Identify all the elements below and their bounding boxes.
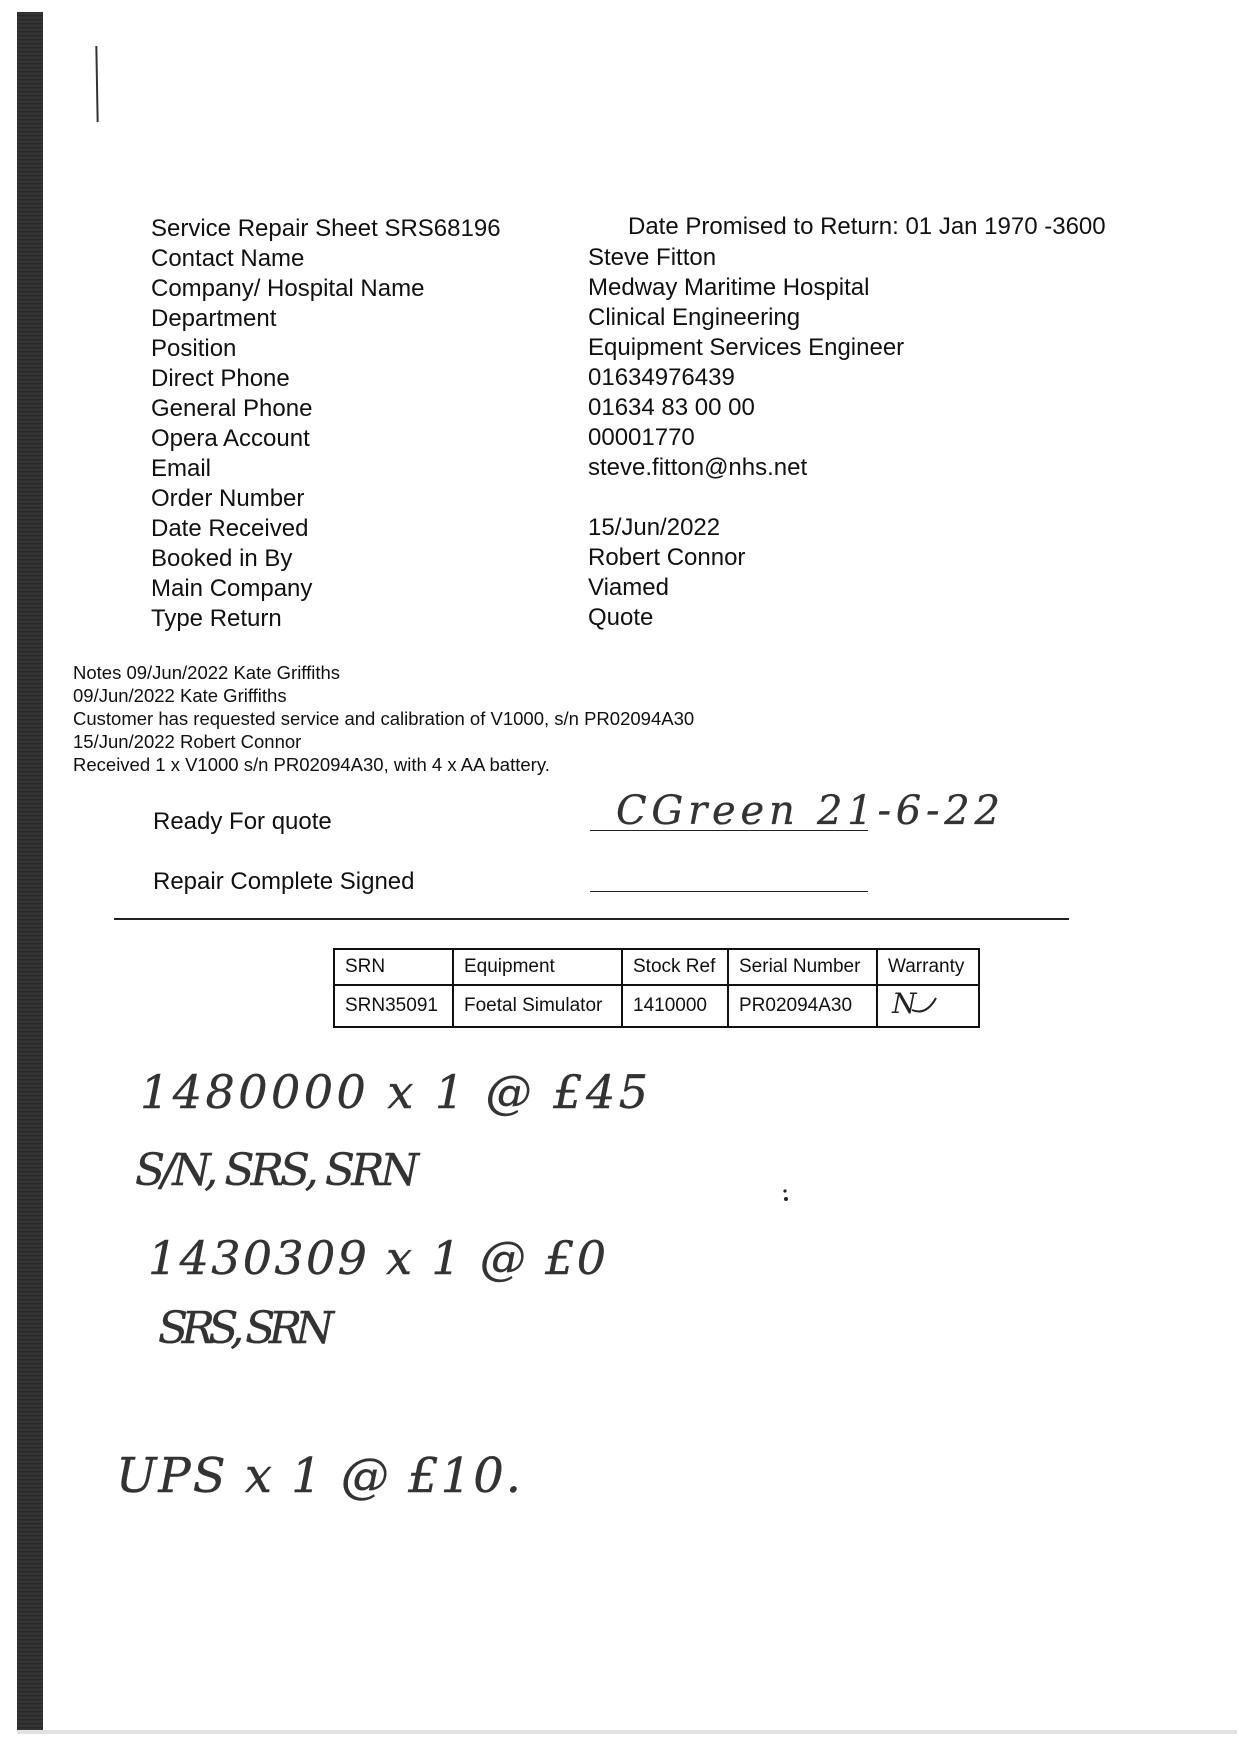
ready-signature-text: CGreen 21-6-22	[616, 788, 1000, 834]
table-cell: PR02094A30	[728, 985, 877, 1027]
column-header: Stock Ref	[622, 949, 728, 985]
warranty-handwritten: N	[892, 987, 917, 1020]
ready-for-quote-label: Ready For quote	[153, 808, 332, 835]
handwritten-note-text: S/N, SRS, SRN	[135, 1145, 419, 1196]
note-line: Notes 09/Jun/2022 Kate Griffiths	[73, 662, 341, 683]
warranty-cell	[877, 985, 979, 1027]
equipment-table	[333, 948, 980, 1028]
field-label: Email	[151, 455, 212, 482]
field-value: 15/Jun/2022	[588, 514, 721, 541]
handwritten-note-text: 1430309 x 1 @ £0	[148, 1231, 606, 1285]
column-header: Serial Number	[728, 949, 877, 985]
field-value: Robert Connor	[588, 544, 746, 571]
field-label: Position	[151, 335, 237, 362]
stray-pen-mark	[780, 1188, 792, 1209]
date-promised: Date Promised to Return: 01 Jan 1970 -3600	[628, 213, 1106, 240]
handwritten-note	[140, 1062, 660, 1127]
field-label: Contact Name	[151, 245, 305, 272]
field-value: 00001770	[588, 424, 695, 451]
field-value: Viamed	[588, 574, 669, 601]
field-label: Type Return	[151, 605, 282, 632]
field-value: Equipment Services Engineer	[588, 334, 905, 361]
scan-bottom-edge	[17, 1730, 1237, 1734]
field-label: Company/ Hospital Name	[151, 275, 425, 302]
field-label: Order Number	[151, 485, 305, 512]
field-label: Direct Phone	[151, 365, 290, 392]
field-value: steve.fitton@nhs.net	[588, 454, 808, 481]
note-line: Customer has requested service and calibration of V1000, s/n PR02094A30	[73, 708, 695, 729]
scan-edge-shadow	[17, 12, 43, 1732]
field-value: Clinical Engineering	[588, 304, 801, 331]
column-header: Equipment	[453, 949, 622, 985]
field-label: Main Company	[151, 575, 313, 602]
table-header-row	[334, 949, 979, 985]
note-line: 09/Jun/2022 Kate Griffiths	[73, 685, 287, 706]
handwritten-note	[135, 1140, 435, 1205]
field-value: 01634976439	[588, 364, 735, 391]
table-row	[334, 985, 979, 1027]
column-header: SRN	[334, 949, 453, 985]
repair-complete-label: Repair Complete Signed	[153, 868, 415, 895]
field-label: Booked in By	[151, 545, 293, 572]
field-value: Medway Maritime Hospital	[588, 274, 870, 301]
field-label: Date Received	[151, 515, 309, 542]
table-cell: SRN35091	[334, 985, 453, 1027]
pen-mark	[95, 46, 98, 122]
field-label: Department	[151, 305, 277, 332]
handwritten-note	[148, 1226, 618, 1291]
handwritten-note	[116, 1440, 536, 1515]
handwritten-note	[158, 1298, 358, 1363]
field-value: Steve Fitton	[588, 244, 717, 271]
field-label: General Phone	[151, 395, 313, 422]
table-cell: Foetal Simulator	[453, 985, 622, 1027]
handwritten-note-text: UPS x 1 @ £10.	[116, 1448, 521, 1504]
table-cell: 1410000	[622, 985, 728, 1027]
ready-signature-handwriting	[616, 786, 1016, 841]
notes-block	[73, 661, 694, 776]
repair-complete-signature-line	[590, 891, 868, 892]
field-value: Quote	[588, 604, 654, 631]
column-header: Warranty	[877, 949, 979, 985]
sheet-title: Service Repair Sheet SRS68196	[151, 215, 501, 242]
field-label: Opera Account	[151, 425, 310, 452]
note-line: Received 1 x V1000 s/n PR02094A30, with 4 x AA battery.	[73, 754, 550, 775]
section-divider	[114, 918, 1069, 920]
handwritten-note-text: SRS, SRN	[158, 1303, 334, 1354]
note-line: 15/Jun/2022 Robert Connor	[73, 731, 302, 752]
handwritten-note-text: 1480000 x 1 @ £45	[140, 1065, 648, 1119]
field-value: 01634 83 00 00	[588, 394, 755, 421]
